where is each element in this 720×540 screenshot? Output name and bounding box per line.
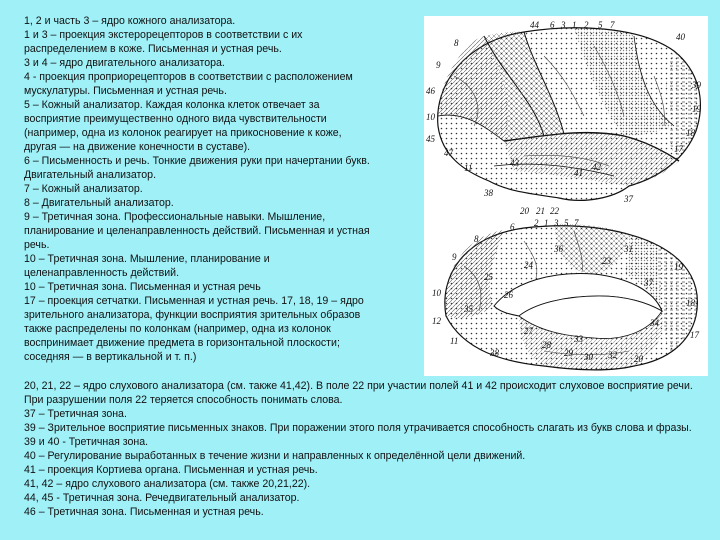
field-label: 34 — [650, 318, 659, 328]
field-label: 37 — [644, 278, 653, 288]
field-label: 6 — [550, 20, 555, 30]
field-label: 30 — [584, 352, 593, 362]
field-label: 38 — [484, 188, 493, 198]
field-label: 17 — [690, 330, 699, 340]
field-label: 39 — [692, 80, 701, 90]
lateral-brain-view — [438, 27, 701, 200]
text-line: 1 и 3 – проекция экстерорецепторов в соответствии с их — [24, 29, 303, 41]
field-label: 19 — [674, 262, 683, 272]
field-label: 27 — [524, 326, 533, 336]
field-label: 17 — [674, 144, 683, 154]
text-line: также распределены по колонкам (например, одна из колонок — [24, 323, 331, 335]
text-line: 9 – Третичная зона. Профессиональные навыки. Мышление, — [24, 211, 326, 223]
text-line: зрительного анализатора, функции восприятия зрительных образов — [24, 309, 361, 321]
text-line: планирование и целенаправленность действий. Письменная и устная — [24, 225, 370, 237]
text-line: 5 – Кожный анализатор. Каждая колонка клеток отвечает за — [24, 99, 320, 111]
field-label: 18 — [686, 298, 695, 308]
field-label: 12 — [432, 316, 441, 326]
field-label: 41 — [574, 168, 583, 178]
field-label: 2 — [584, 20, 589, 30]
text-line: 37 – Третичная зона. — [24, 408, 127, 420]
field-label: 18 — [686, 128, 695, 138]
field-label: 42 — [592, 162, 601, 172]
field-label: 20 — [520, 206, 529, 216]
field-label: 29 — [564, 348, 573, 358]
field-label: 25 — [484, 272, 493, 282]
field-label: 28 — [542, 340, 551, 350]
text-line: 10 – Третичная зона. Мышление, планирование и — [24, 253, 270, 265]
field-label: 2 — [534, 218, 539, 228]
left-text-block — [24, 14, 434, 364]
field-label: 35 — [464, 304, 473, 314]
text-line: 41 – проекция Кортиева органа. Письменная и устная речь. — [24, 464, 318, 476]
text-line: 1, 2 и часть 3 – ядро кожного анализатора. — [24, 15, 236, 27]
text-line: 20, 21, 22 – ядро слухового анализатора (см. также 41,42). В поле 22 при участии полей 41 и 42 происходит слуховое восприятие речи. При разрушении поля 22 теряется способность понимать слова. — [24, 380, 693, 406]
field-label: 9 — [436, 60, 441, 70]
field-label: 26 — [504, 290, 513, 300]
field-label: 23 — [602, 256, 611, 266]
field-label: 7 — [574, 218, 579, 228]
field-label: 21 — [536, 206, 545, 216]
field-label: 40 — [676, 32, 685, 42]
field-label: 24 — [524, 260, 533, 270]
text-line: 4 - проекция проприорецепторов в соответствии с расположением — [24, 71, 353, 83]
field-label: 46 — [426, 86, 435, 96]
text-line: 44, 45 - Третичная зона. Речедвигательный анализатор. — [24, 492, 300, 504]
field-label: 47 — [444, 148, 453, 158]
field-label: 9 — [452, 252, 457, 262]
field-label: 5 — [564, 218, 569, 228]
field-label: 10 — [432, 288, 441, 298]
field-label: 11 — [464, 163, 473, 173]
text-line: 39 – Зрительное восприятие письменных знаков. При поражении этого поля утрачивается способность слагать из букв слова и фразы. — [24, 422, 692, 434]
field-label: 1 — [544, 218, 549, 228]
text-line: (например, одна из колонок реагирует на прикосновение к коже, — [24, 127, 342, 139]
field-label: 8 — [454, 38, 459, 48]
field-label: 44 — [530, 20, 539, 30]
text-line: распределением в коже. Письменная и устная речь. — [24, 43, 282, 55]
brain-illustration — [424, 16, 708, 376]
field-label: 6 — [510, 222, 515, 232]
text-line: воспринимает движение предмета в горизонтальной плоскости; — [24, 337, 340, 349]
text-line: речь. — [24, 239, 50, 251]
field-label: 32 — [608, 350, 617, 360]
field-label: 20 — [634, 354, 643, 364]
field-label: 1 — [572, 20, 577, 30]
text-line: 17 – проекция сетчатки. Письменная и устная речь. 17, 18, 19 – ядро — [24, 295, 364, 307]
text-line: соседняя — в вертикальной и т. п.) — [24, 351, 197, 363]
field-label: 10 — [426, 112, 435, 122]
field-label: 38 — [490, 348, 499, 358]
field-label: 19 — [692, 104, 701, 114]
text-line: 41, 42 – ядро слухового анализатора (см. также 20,21,22). — [24, 478, 311, 490]
text-line: мускулатуры. Письменная и устная речь. — [24, 85, 227, 97]
text-line: целенаправленность действий. — [24, 267, 180, 279]
field-label: 31 — [624, 244, 633, 254]
field-label: 45 — [426, 134, 435, 144]
brain-figure — [424, 16, 708, 376]
bottom-text-block — [24, 379, 704, 519]
text-line: 40 – Регулирование выработанных в течение жизни и направленных к определённой цели движений. — [24, 450, 526, 462]
field-label: 8 — [474, 234, 479, 244]
text-line: 39 и 40 - Третичная зона. — [24, 436, 149, 448]
text-line: 3 и 4 – ядро двигательного анализатора. — [24, 57, 225, 69]
text-line: восприятие преимущественно одного вида чувствительности — [24, 113, 327, 125]
field-label: 7 — [610, 20, 615, 30]
field-label: 3 — [554, 218, 559, 228]
text-line: 46 – Третичная зона. Письменная и устная речь. — [24, 506, 264, 518]
text-line: Двигательный анализатор. — [24, 169, 157, 181]
text-line: 10 – Третичная зона. Письменная и устная речь — [24, 281, 261, 293]
field-label: 11 — [450, 336, 459, 346]
field-label: 5 — [598, 20, 603, 30]
field-label: 43 — [510, 158, 519, 168]
text-line: другая — на движение конечности в суставе). — [24, 141, 251, 153]
text-line: 8 – Двигательный анализатор. — [24, 197, 174, 209]
text-line: 6 – Письменность и речь. Тонкие движения руки при начертании букв. — [24, 155, 370, 167]
field-label: 36 — [554, 244, 563, 254]
field-label: 37 — [624, 194, 633, 204]
text-line: 7 – Кожный анализатор. — [24, 183, 143, 195]
field-label: 3 — [561, 20, 566, 30]
field-label: 22 — [550, 206, 559, 216]
field-label: 33 — [574, 334, 583, 344]
